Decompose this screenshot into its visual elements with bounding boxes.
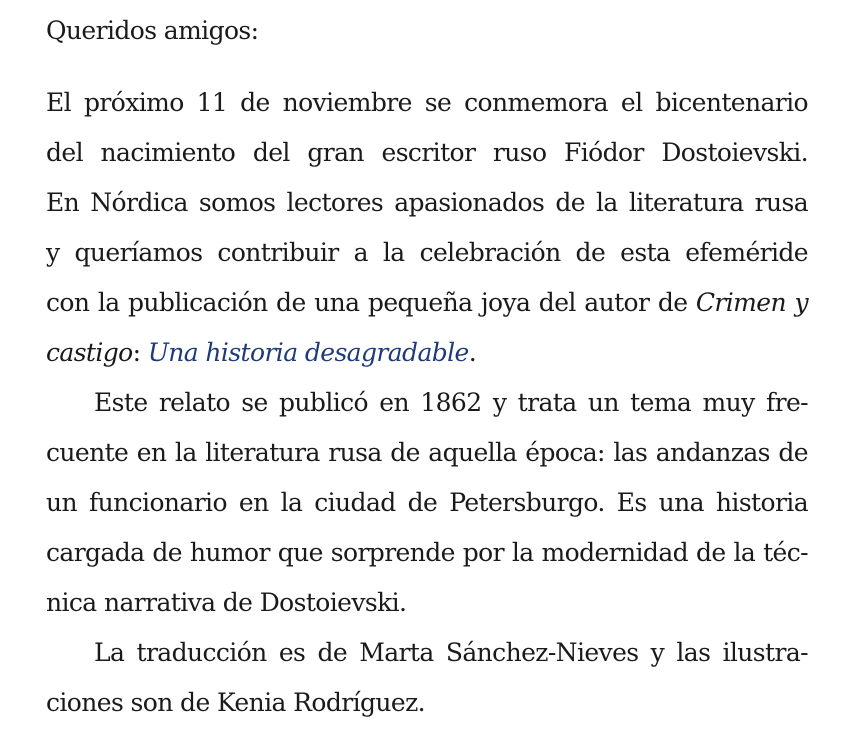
book-title-castigo: castigo (46, 338, 133, 367)
paragraph-1-line-3: En Nórdica somos lectores apasionados de la literatura rusa (46, 188, 808, 217)
paragraph-1-line-5 (46, 286, 808, 320)
paragraph-3-line-2: ciones son de Kenia Rodríguez. (46, 688, 425, 717)
paragraph-2-line-5: nica narrativa de Dostoievski. (46, 588, 407, 617)
paragraph-1-line-4: y queríamos contribuir a la celebración de esta efeméride (46, 238, 808, 267)
paragraph-3-line-1: La traducción es de Marta Sánchez-Nieves y las ilustra- (94, 638, 808, 667)
paragraph-2-line-4: cargada de humor que sorprende por la modernidad de la téc- (46, 538, 808, 567)
book-title-crimen: Crimen y (695, 288, 808, 317)
greeting: Queridos amigos: (46, 16, 259, 45)
paragraph-1-line-6 (46, 336, 808, 370)
paragraph-2-line-1: Este relato se publicó en 1862 y trata un tema muy fre- (94, 388, 808, 417)
paragraph-2-line-2: cuente en la literatura rusa de aquella época: las andanzas de (46, 438, 808, 467)
paragraph-2-line-3: un funcionario en la ciudad de Petersburgo. Es una historia (46, 488, 808, 517)
paragraph-1-line-1: El próximo 11 de noviembre se conmemora el bicentenario (46, 88, 808, 117)
title-separator: : (132, 338, 148, 367)
period: . (468, 338, 477, 367)
story-title-link[interactable]: Una historia desagradable (147, 338, 469, 367)
paragraph-1-line-2: del nacimiento del gran escritor ruso Fiódor Dostoievski. (46, 138, 808, 167)
paragraph-1-line-5-text: con la publicación de una pequeña joya del autor de (46, 288, 696, 317)
